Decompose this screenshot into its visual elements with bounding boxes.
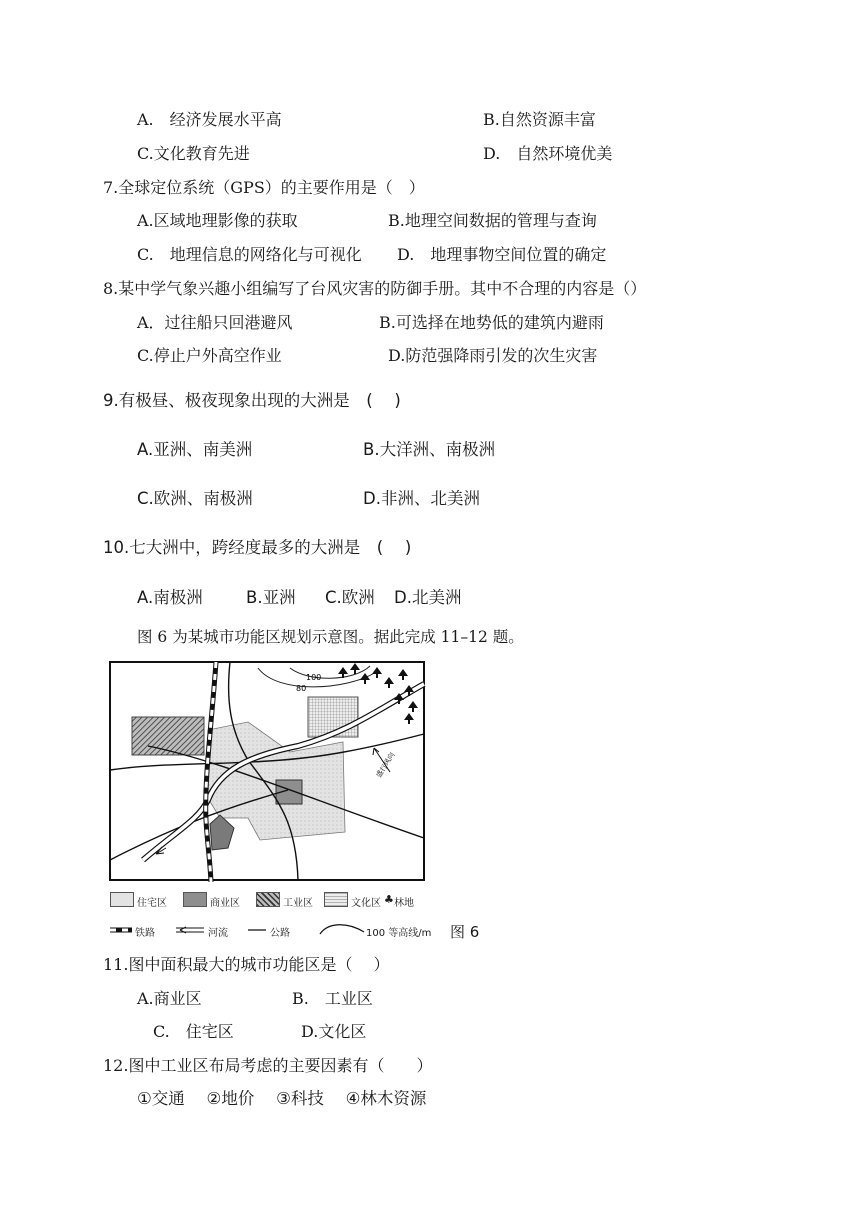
q7-option-a: A.区域地理影像的获取: [137, 211, 298, 230]
legend-railway-label: 铁路: [135, 928, 155, 939]
q11-option-c: C. 住宅区: [153, 1022, 234, 1041]
q10-option-b: B.亚洲: [246, 588, 296, 607]
q11-option-b: B. 工业区: [292, 989, 373, 1008]
q9-option-d: D.非洲、北美洲: [363, 489, 480, 508]
map-svg: [108, 660, 426, 882]
q9-option-c: C.欧洲、南极洲: [137, 489, 253, 508]
wind-label: 盛行风向: [374, 751, 397, 780]
legend-cultural-swatch: [324, 892, 348, 907]
q8-option-a: A．过往船只回港避风: [137, 313, 293, 332]
legend-commercial-label: 商业区: [210, 898, 240, 909]
q6-option-c: C.文化教育先进: [137, 144, 250, 163]
q7-option-b: B.地理空间数据的管理与查询: [388, 211, 597, 230]
q8-option-d: D.防范强降雨引发的次生灾害: [388, 346, 598, 365]
q9-option-b: B.大洋洲、南极洲: [363, 440, 496, 459]
legend-residential-swatch: [110, 892, 134, 907]
contour-100-label: 100: [306, 673, 322, 682]
q10-option-c: C.欧洲: [325, 588, 375, 607]
city-function-map: [108, 660, 426, 882]
q11-option-a: A.商业区: [137, 989, 202, 1008]
legend-forest-icon: ♣: [384, 893, 394, 906]
q6-option-a: A. 经济发展水平高: [137, 110, 282, 129]
q9-stem: 9.有极昼、极夜现象出现的大洲是 ( ): [103, 391, 401, 410]
q6-option-d: D. 自然环境优美: [483, 144, 613, 163]
legend-industrial-swatch: [256, 892, 280, 907]
q10-option-a: A.南极洲: [137, 588, 203, 607]
q7-stem: 7.全球定位系统（GPS）的主要作用是（ ）: [103, 178, 425, 197]
figure-caption: 图 6: [450, 923, 480, 941]
legend-commercial-swatch: [183, 892, 207, 907]
legend-industrial-label: 工业区: [283, 898, 313, 909]
q12-options: ①交通 ②地价 ③科技 ④林木资源: [137, 1089, 427, 1108]
legend-forest-label: 林地: [394, 898, 414, 909]
q8-option-b: B.可选择在地势低的建筑内避雨: [379, 313, 604, 332]
q11-option-d: D.文化区: [301, 1022, 367, 1041]
legend-cultural-label: 文化区: [351, 898, 381, 909]
legend-river-label: 河流: [208, 928, 228, 939]
q9-option-a: A.亚洲、南美洲: [137, 440, 253, 459]
q8-stem: 8.某中学气象兴趣小组编写了台风灾害的防御手册。其中不合理的内容是（）: [103, 279, 647, 298]
figure-intro: 图 6 为某城市功能区规划示意图。据此完成 11–12 题。: [137, 628, 524, 646]
industrial-area-west: [132, 717, 204, 755]
q6-option-b: B.自然资源丰富: [483, 110, 596, 129]
q11-stem: 11.图中面积最大的城市功能区是（ ）: [103, 955, 390, 974]
q8-option-c: C.停止户外高空作业: [137, 346, 282, 365]
q10-option-d: D.北美洲: [394, 588, 462, 607]
legend-residential-label: 住宅区: [137, 898, 167, 909]
q7-option-c: C. 地理信息的网络化与可视化: [137, 245, 362, 264]
q10-stem: 10.七大洲中，跨经度最多的大洲是 ( ): [103, 538, 412, 557]
q7-option-d: D. 地理事物空间位置的确定: [397, 245, 607, 264]
contour-80-label: 80: [296, 684, 307, 693]
legend-road-label: 公路: [270, 928, 290, 939]
legend-contour-label: 100 等高线/m: [366, 928, 432, 939]
legend-contour-swatch: [320, 925, 364, 934]
q12-stem: 12.图中工业区布局考虑的主要因素有（ ）: [103, 1056, 433, 1075]
